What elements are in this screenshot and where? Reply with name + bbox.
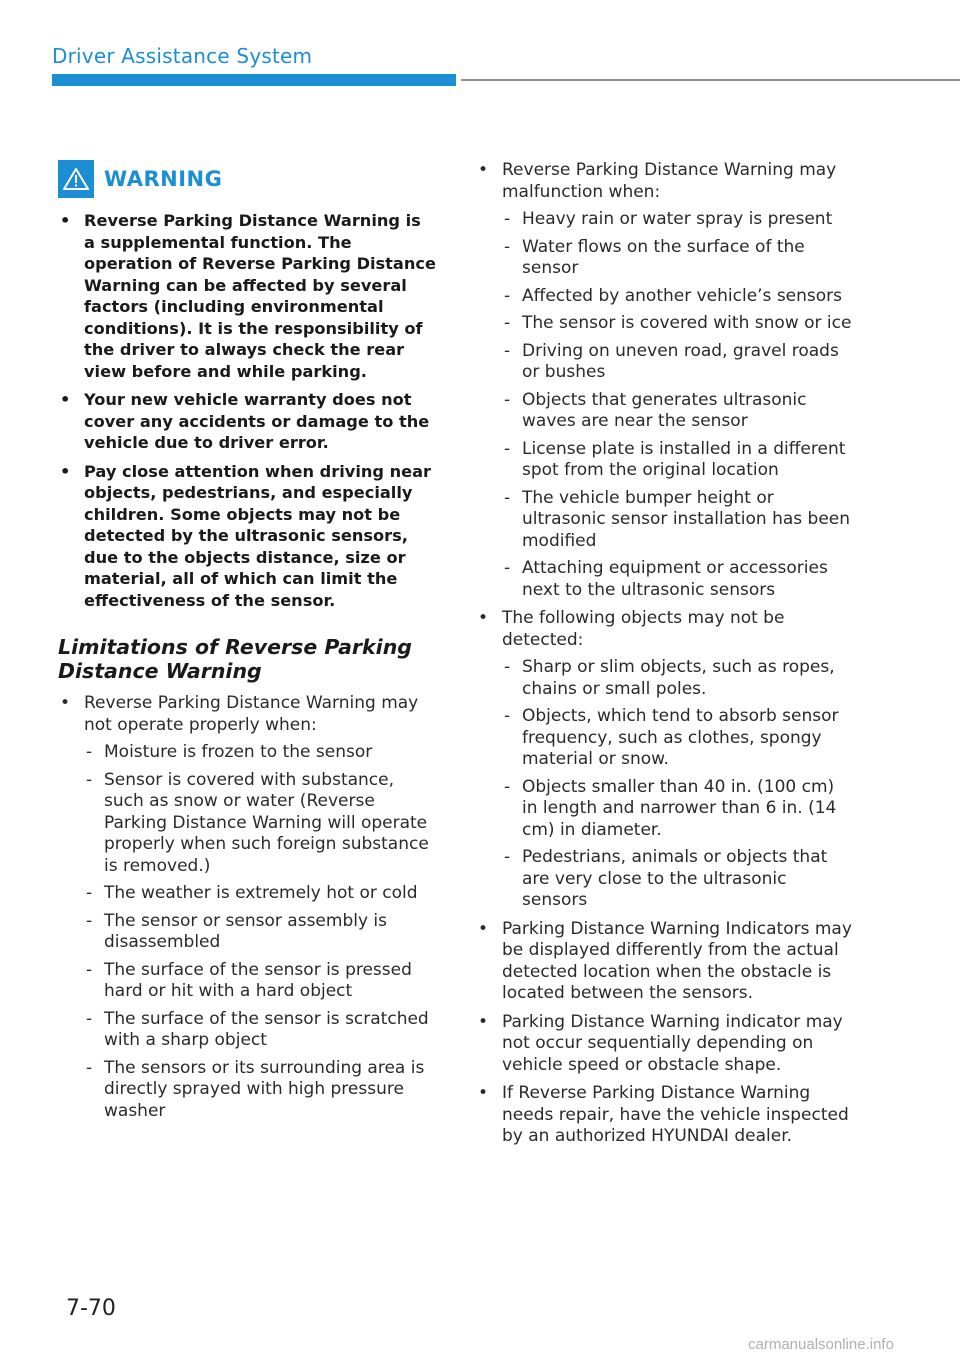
sub-list-item: - Attaching equipment or accessories next to the ultrasonic sensors xyxy=(502,558,854,601)
list-item xyxy=(58,693,436,1122)
list-item xyxy=(476,608,854,912)
list-item-text: Reverse Parking Distance Warning may not operate properly when: xyxy=(84,693,419,735)
warning-triangle-icon xyxy=(58,160,94,198)
sub-list-item: - Objects that generates ultrasonic waves are near the sensor xyxy=(502,390,854,433)
sub-list-item: - The sensors or its surrounding area is directly sprayed with high pressure washer xyxy=(84,1058,436,1123)
list-item-text: The following objects may not be detected: xyxy=(502,608,785,650)
sub-list-item: - Objects smaller than 40 in. (100 cm) in length and narrower than 6 in. (14 cm) in diameter. xyxy=(502,777,854,842)
warning-item: • Pay close attention when driving near objects, pedestrians, and especially children. Some objects may not be detected by the ultrasonic sensors, due to the objects distance, size or material, all of which can limit the effectiveness of the sensor. xyxy=(58,461,436,612)
warning-header xyxy=(58,160,436,198)
sub-list-item: - Water flows on the surface of the sensor xyxy=(502,237,854,280)
header-rule-gray xyxy=(461,79,960,81)
warning-item: • Reverse Parking Distance Warning is a supplemental function. The operation of Reverse Parking Distance Warning can be affected by several factors (including environmental conditions). It is the responsibility of the driver to always check the rear view before and while parking. xyxy=(58,210,436,382)
watermark: carmanualsonline.info xyxy=(748,1336,894,1353)
sub-list-item: - Affected by another vehicle’s sensors xyxy=(502,286,854,308)
right-column xyxy=(476,160,854,1155)
sub-list-item: - Sensor is covered with substance, such as snow or water (Reverse Parking Distance Warning will operate properly when such foreign substance is removed.) xyxy=(84,770,436,878)
sub-list xyxy=(502,657,854,912)
section-title: Driver Assistance System xyxy=(52,44,313,68)
sub-list-item: - Heavy rain or water spray is present xyxy=(502,209,854,231)
sub-list xyxy=(84,742,436,1122)
list-item: • Parking Distance Warning Indicators may be displayed differently from the actual detected location when the obstacle is located between the sensors. xyxy=(476,919,854,1005)
sub-list-item: - License plate is installed in a different spot from the original location xyxy=(502,439,854,482)
left-column xyxy=(58,160,436,1129)
list-item: • If Reverse Parking Distance Warning needs repair, have the vehicle inspected by an authorized HYUNDAI dealer. xyxy=(476,1083,854,1148)
sub-list-item: - Pedestrians, animals or objects that are very close to the ultrasonic sensors xyxy=(502,847,854,912)
sub-list-item: - Objects, which tend to absorb sensor frequency, such as clothes, spongy material or snow. xyxy=(502,706,854,771)
sub-list-item: - Moisture is frozen to the sensor xyxy=(84,742,436,764)
warning-title: WARNING xyxy=(104,167,223,191)
sub-list-item: - The sensor is covered with snow or ice xyxy=(502,313,854,335)
sub-list-item: - The surface of the sensor is pressed hard or hit with a hard object xyxy=(84,960,436,1003)
page-number: 7-70 xyxy=(66,1296,116,1321)
limitations-left-list xyxy=(58,693,436,1122)
list-item: • Parking Distance Warning indicator may not occur sequentially depending on vehicle speed or obstacle shape. xyxy=(476,1012,854,1077)
warning-list xyxy=(58,210,436,611)
sub-list xyxy=(502,209,854,601)
sub-list-item: - Driving on uneven road, gravel roads or bushes xyxy=(502,341,854,384)
limitations-right-list xyxy=(476,160,854,1148)
sub-list-item: - The sensor or sensor assembly is disassembled xyxy=(84,911,436,954)
sub-list-item: - The surface of the sensor is scratched with a sharp object xyxy=(84,1009,436,1052)
sub-list-item: - Sharp or slim objects, such as ropes, chains or small poles. xyxy=(502,657,854,700)
header-rule-blue xyxy=(52,74,456,86)
sub-list-item: - The vehicle bumper height or ultrasonic sensor installation has been modified xyxy=(502,488,854,553)
list-item-text: Reverse Parking Distance Warning may malfunction when: xyxy=(502,160,837,202)
sub-list-item: - The weather is extremely hot or cold xyxy=(84,883,436,905)
limitations-heading: Limitations of Reverse Parking Distance Warning xyxy=(58,635,412,683)
warning-item: • Your new vehicle warranty does not cover any accidents or damage to the vehicle due to driver error. xyxy=(58,389,436,454)
list-item xyxy=(476,160,854,601)
